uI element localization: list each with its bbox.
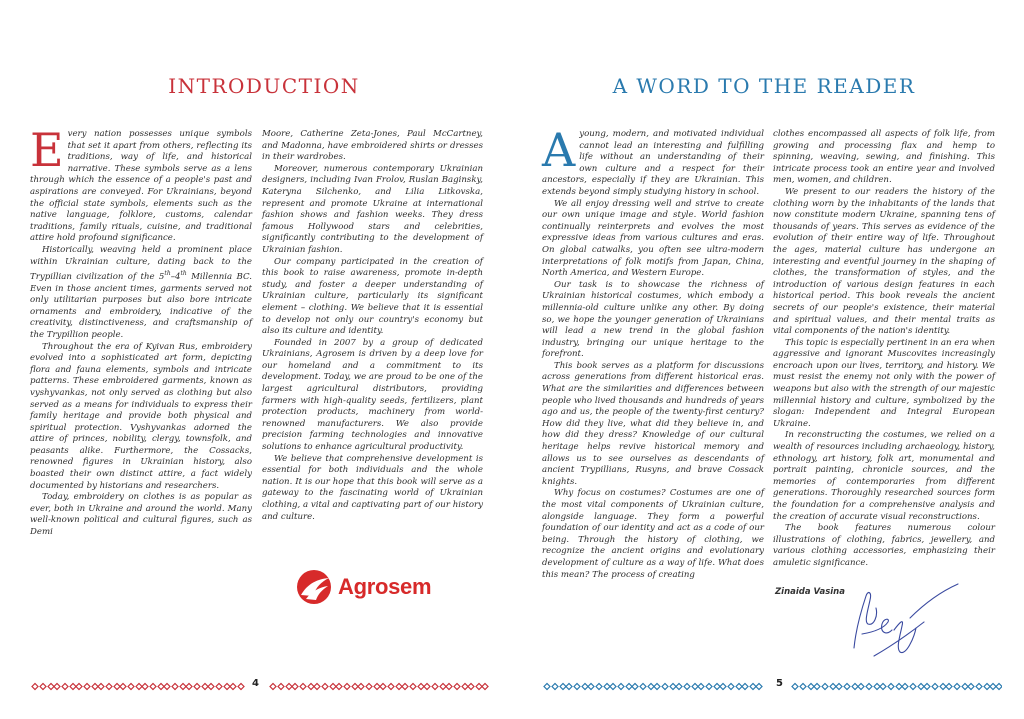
page-heading: A WORD TO THE READER <box>612 74 916 98</box>
page-footer <box>542 676 1002 696</box>
page-footer <box>30 676 490 696</box>
page-number: 5 <box>776 678 783 689</box>
paragraph: clothes encompassed all aspects of folk life, from growing and processing flax and hemp to spinning, weaving, sewing, and finishing. This intricate process took an entire year and involved men, women, and children. <box>773 129 995 186</box>
paragraph: We believe that comprehensive development is essential for both individuals and the whole nation. It is our hope that this book will serve as a gateway to the fascinating world of Ukrainian clothing, a vital and captivating part of our history and culture. <box>262 453 483 522</box>
paragraph: We all enjoy dressing well and strive to create our own unique image and style. World fashion continually reinterprets and evolves the most expressive ideas from various cultures and eras. On global catwalks, you often see ultra-modern interpretations of folk motifs from Japan, China, North America, and Western Europe. <box>542 198 764 279</box>
page-heading: INTRODUCTION <box>168 74 360 98</box>
paragraph: Our task is to showcase the richness of Ukrainian historical costumes, which embody a millennia-old culture unlike any other. By doing so, we hope the younger generation of Ukrainians will lead a new trend in the global fashion industry, bringing our unique heritage to the forefront. <box>542 279 764 360</box>
handwritten-signature-icon <box>844 578 964 663</box>
right-page <box>512 0 1024 719</box>
page-number: 4 <box>252 678 259 689</box>
author-name: Zinaida Vasina <box>775 587 845 597</box>
paragraph: This topic is especially pertinent in an era when aggressive and ignorant Muscovites increasingly encroach upon our lives, territory, and history. We must resist the enemy not only with the power of weapons but also with the strength of our majestic millennial history and culture, symbolized by the slogan: Independent and Integral European Ukraine. <box>773 337 995 429</box>
text-column-right-1 <box>542 123 764 581</box>
text-column-right-2 <box>773 129 995 570</box>
logo-text: Agrosem <box>338 574 432 599</box>
embroidery-ornament-icon <box>790 682 1002 691</box>
text-column-left-1 <box>30 123 252 539</box>
text-column-left-2 <box>262 129 483 523</box>
paragraph: This book serves as a platform for discussions across generations from different historical eras. What are the similarities and differences between people who lived thousands and hundreds of years ago and us, the people of the twenty-first century? How did they live, what did they believe in, and how did they dress? Knowledge of our cultural heritage helps revive historical memory and allows us to see ourselves as descendants of ancient Trypillians, Rusyns, and brave Cossack knights. <box>542 360 764 487</box>
paragraph: We present to our readers the history of the clothing worn by the inhabitants of the lands that now constitute modern Ukraine, spanning tens of thousands of years. This serves as evidence of the evolution of their entire way of life. Throughout the ages, material culture has undergone an interesting and eventful journey in the shaping of clothes, the transformation of styles, and the introduction of various design features in each historical period. This book reveals the ancient secrets of our people's existence, their material and spiritual values, and their mental traits as vital components of the nation's identity. <box>773 186 995 337</box>
drop-cap: A <box>542 123 576 177</box>
paragraph: Our company participated in the creation of this book to raise awareness, promote in-depth study, and foster a deeper understanding of Ukrainian culture, particularly its significant element – clothing. We believe that it is essential to develop not only our country's economy but also its culture and identity. <box>262 256 483 337</box>
embroidery-ornament-icon <box>542 682 764 691</box>
paragraph: Historically, weaving held a prominent place within Ukrainian culture, dating back to the Trypillian civilization of the 5th–4th Millennia BC. Even in those ancient times, garments served not only utilitarian purposes but also bore intricate ornaments and embroidery, indicative of the creativity, distinctiveness, and craftsmanship of the Trypillion people. <box>30 244 252 340</box>
paragraph: Moore, Catherine Zeta-Jones, Paul McCartney, and Madonna, have embroidered shirts or dresses in their wardrobes. <box>262 129 483 163</box>
paragraph: Why focus on costumes? Costumes are one of the most vital components of Ukrainian culture, alongside language. They form a powerful foundation of our identity and act as a code of our being. Through the history of clothing, we recognize the ancient origins and evolutionary development of culture as a way of life. What does this mean? The process of creating <box>542 488 764 580</box>
paragraph: Throughout the era of Kyivan Rus, embroidery evolved into a sophisticated art form, depicting flora and fauna elements, symbols and intricate patterns. These embroidered garments, known as vyshyvankas, not only served as clothing but also served as a means for individuals to express their family heritage and provide both physical and spiritual protection. Vyshyvankas adorned the attire of princes, nobility, clergy, townsfolk, and peasants alike. Furthermore, the Cossacks, renowned figures in Ukrainian history, also boasted their own distinct attire, a fact widely documented by historians and researchers. <box>30 341 252 491</box>
agrosem-logo-icon <box>296 569 332 605</box>
paragraph: Every nation possesses unique symbols that set it apart from others, reflecting its traditions, way of life, and historical narrative. These symbols serve as a lens through which the essence of a people's past and aspirations are conveyed. For Ukrainians, beyond the official state symbols, elements such as the native language, folklore, customs, calendar traditions, family rituals, cuisine, and traditional attire hold profound significance. <box>30 123 252 244</box>
drop-cap: E <box>30 123 64 177</box>
embroidery-ornament-icon <box>268 682 490 691</box>
paragraph: In reconstructing the costumes, we relied on a wealth of resources including archaeology, history, ethnology, art history, folk art, monumental and portrait painting, chronicle sources, and the memories of contemporaries from different generations. Thoroughly researched sources form the foundation for a comprehensive analysis and the creation of accurate visual reconstructions. <box>773 430 995 522</box>
embroidery-ornament-icon <box>30 682 245 691</box>
paragraph: Ayoung, modern, and motivated individual cannot lead an interesting and fulfilling life without an understanding of their own culture and a respect for their ancestors, especially if they are Ukrainian. This extends beyond simply studying history in school. <box>542 123 764 197</box>
paragraph: Founded in 2007 by a group of dedicated Ukrainians, Agrosem is driven by a deep love for our homeland and a commitment to its development. Today, we are proud to be one of the largest agricultural distributors, providing farmers with high-quality seeds, fertilizers, plant protection products, machinery from world-renowned manufacturers. We also provide precision farming technologies and innovative solutions to enhance agricultural productivity. <box>262 337 483 453</box>
paragraph: Moreover, numerous contemporary Ukrainian designers, including Ivan Frolov, Ruslan Baginsky, Kateryna Silchenko, and Lilia Litkovska, represent and promote Ukraine at international fashion shows and fashion weeks. They dress famous Hollywood stars and celebrities, significantly contributing to the development of Ukrainian fashion. <box>262 163 483 255</box>
paragraph: Today, embroidery on clothes is as popular as ever, both in Ukraine and around the world. Many well-known political and cultural figures, such as Demi <box>30 492 252 538</box>
paragraph: The book features numerous colour illustrations of clothing, fabrics, jewellery, and various clothing accessories, emphasizing their amuletic significance. <box>773 523 995 568</box>
agrosem-logo <box>296 567 431 607</box>
